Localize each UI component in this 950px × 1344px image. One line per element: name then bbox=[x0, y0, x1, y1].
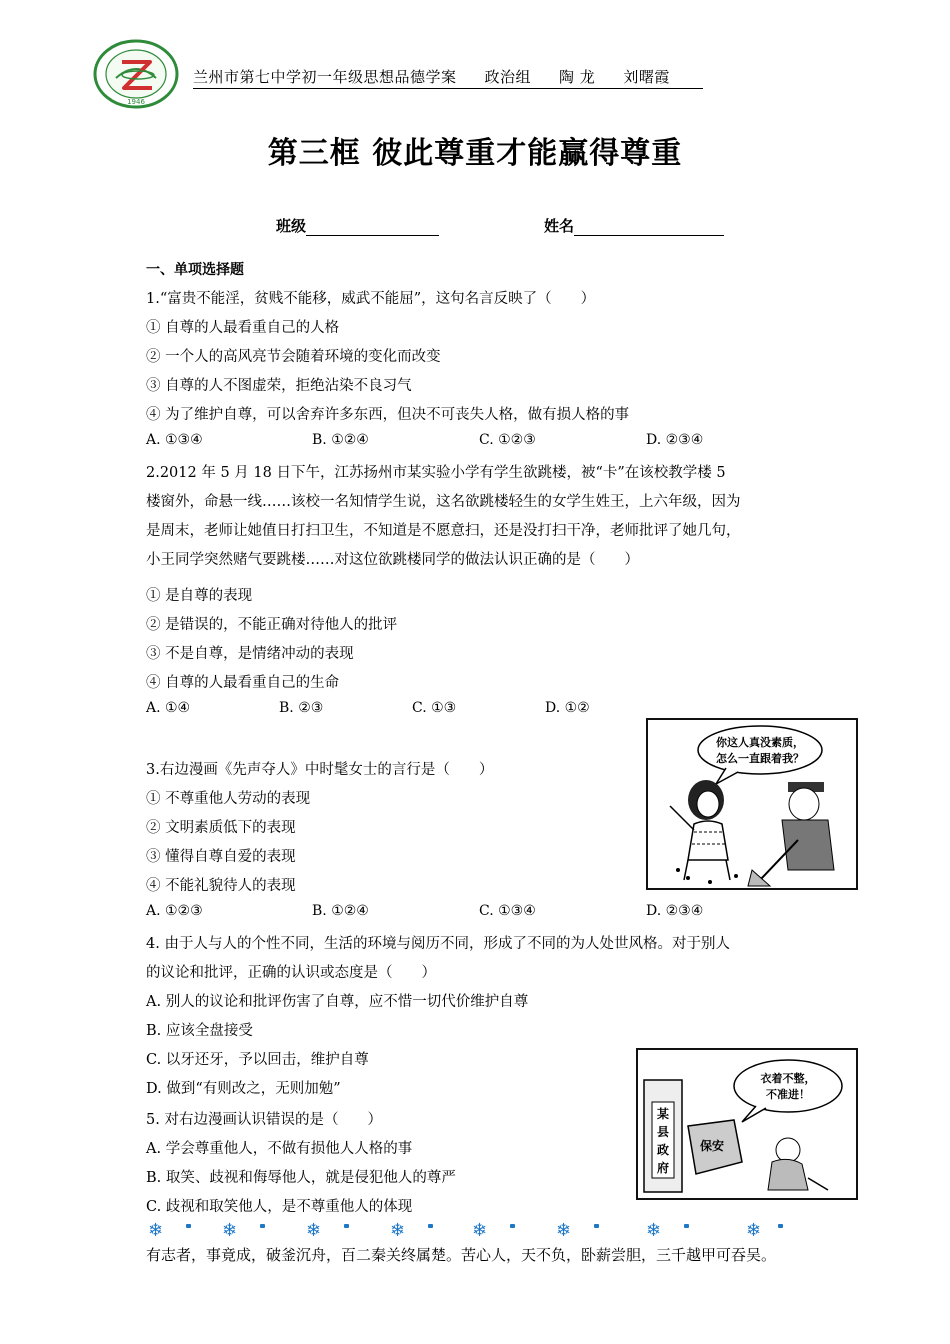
name-field bbox=[544, 215, 724, 236]
dot-icon bbox=[778, 1224, 783, 1228]
q1-option-b[interactable]: B. ①②④ bbox=[312, 432, 369, 448]
q5-option-b[interactable]: B. 取笑、歧视和侮辱他人，就是侵犯他人的尊严 bbox=[146, 1170, 456, 1186]
snowflake-icon: ❄ bbox=[646, 1220, 662, 1241]
q5-option-a[interactable]: A. 学会尊重他人，不做有损他人人格的事 bbox=[146, 1141, 413, 1157]
q1-item: ② 一个人的高风亮节会随着环境的变化而改变 bbox=[146, 349, 441, 365]
name-blank[interactable] bbox=[574, 221, 724, 236]
q2-option-c[interactable]: C. ①③ bbox=[412, 700, 457, 716]
q2-option-a[interactable]: A. ①④ bbox=[146, 700, 191, 716]
cartoon2-bubble-line2: 不准进！ bbox=[766, 1088, 810, 1101]
class-label: 班级 bbox=[276, 217, 307, 235]
q2-stem: 楼窗外，命悬一线……该校一名知情学生说，这名欲跳楼轻生的女学生姓王，上六年级，因为 bbox=[146, 494, 741, 510]
cartoon-image-2 bbox=[636, 1048, 858, 1200]
q4-option-b[interactable]: B. 应该全盘接受 bbox=[146, 1023, 253, 1039]
q2-stem: 小王同学突然赌气要跳楼……对这位欲跳楼同学的做法认识正确的是（ ） bbox=[146, 552, 639, 568]
dot-icon bbox=[428, 1224, 433, 1228]
q2-item: ② 是错误的，不能正确对待他人的批评 bbox=[146, 617, 398, 633]
header-school: 兰州市第七中学初一年级思想品德学案 bbox=[193, 68, 457, 86]
q1-item: ① 自尊的人最看重自己的人格 bbox=[146, 320, 340, 336]
dot-icon bbox=[260, 1224, 265, 1228]
footer-quote: 有志者，事竟成，破釜沉舟，百二秦关终属楚。苦心人，天不负，卧薪尝胆，三千越甲可吞吴。 bbox=[146, 1246, 777, 1264]
header-teacher-2: 刘曙霞 bbox=[623, 68, 670, 86]
dot-icon bbox=[510, 1224, 515, 1228]
snowflake-icon: ❄ bbox=[222, 1220, 238, 1241]
q2-item: ① 是自尊的表现 bbox=[146, 588, 253, 604]
q3-item: ① 不尊重他人劳动的表现 bbox=[146, 791, 311, 807]
cartoon2-guard-label: 保安 bbox=[699, 1139, 725, 1153]
q4-stem: 的议论和批评，正确的认识或态度是（ ） bbox=[146, 965, 436, 981]
logo-year: 1946 bbox=[127, 98, 145, 106]
class-blank[interactable] bbox=[306, 221, 439, 236]
q2-option-d[interactable]: D. ①② bbox=[545, 700, 590, 716]
cartoon1-bubble-line1: 你这人真没素质， bbox=[716, 736, 804, 749]
cartoon2-sign-1: 某 bbox=[656, 1107, 670, 1121]
q4-stem: 4. 由于人与人的个性不同，生活的环境与阅历不同，形成了不同的为人处世风格。对于别人 bbox=[146, 936, 730, 952]
q4-option-a[interactable]: A. 别人的议论和批评伤害了自尊，应不惜一切代价维护自尊 bbox=[146, 994, 529, 1010]
snowflake-icon: ❄ bbox=[556, 1220, 572, 1241]
dot-icon bbox=[594, 1224, 599, 1228]
q1-item: ④ 为了维护自尊，可以舍弃许多东西，但决不可丧失人格，做有损人格的事 bbox=[146, 407, 630, 423]
q2-stem: 2.2012 年 5 月 18 日下午，江苏扬州市某实验小学有学生欲跳楼，被“卡”在该校教学楼 5 bbox=[146, 465, 726, 481]
q2-stem: 是周末，老师让她值日打扫卫生，不知道是不愿意扫，还是没打扫干净，老师批评了她几句， bbox=[146, 523, 741, 539]
snowflake-icon: ❄ bbox=[306, 1220, 322, 1241]
snowflake-icon: ❄ bbox=[148, 1220, 164, 1241]
q3-item: ② 文明素质低下的表现 bbox=[146, 820, 296, 836]
q3-stem: 3.右边漫画《先声夺人》中时髦女士的言行是（ ） bbox=[146, 762, 494, 778]
q3-option-a[interactable]: A. ①②③ bbox=[146, 903, 203, 919]
q2-item: ③ 不是自尊，是情绪冲动的表现 bbox=[146, 646, 354, 662]
q3-option-d[interactable]: D. ②③④ bbox=[646, 903, 704, 919]
q4-option-c[interactable]: C. 以牙还牙，予以回击，维护自尊 bbox=[146, 1052, 369, 1068]
snowflake-icon: ❄ bbox=[390, 1220, 406, 1241]
q1-option-c[interactable]: C. ①②③ bbox=[479, 432, 536, 448]
cartoon1-bubble-line2: 怎么一直跟着我？ bbox=[716, 752, 804, 765]
cartoon-image-1 bbox=[646, 718, 858, 890]
q3-option-c[interactable]: C. ①③④ bbox=[479, 903, 536, 919]
page-title: 第三框 彼此尊重才能赢得尊重 bbox=[267, 136, 683, 171]
cartoon2-sign-3: 政 bbox=[656, 1143, 670, 1157]
q4-option-d[interactable]: D. 做到“有则改之，无则加勉” bbox=[146, 1081, 341, 1097]
dot-icon bbox=[344, 1224, 349, 1228]
cartoon2-sign-2: 县 bbox=[656, 1125, 670, 1139]
q1-option-a[interactable]: A. ①③④ bbox=[146, 432, 203, 448]
dot-icon bbox=[186, 1224, 191, 1228]
q2-option-b[interactable]: B. ②③ bbox=[279, 700, 324, 716]
q1-option-d[interactable]: D. ②③④ bbox=[646, 432, 704, 448]
q3-item: ④ 不能礼貌待人的表现 bbox=[146, 878, 296, 894]
dot-icon bbox=[684, 1224, 689, 1228]
q1-stem: 1.“富贵不能淫，贫贱不能移，威武不能屈”，这句名言反映了（ ） bbox=[146, 291, 596, 307]
section-heading: 一、单项选择题 bbox=[146, 262, 244, 278]
name-label: 姓名 bbox=[544, 217, 575, 235]
q5-stem: 5. 对右边漫画认识错误的是（ ） bbox=[146, 1112, 382, 1128]
school-logo bbox=[92, 38, 180, 110]
q5-option-c[interactable]: C. 歧视和取笑他人，是不尊重他人的体现 bbox=[146, 1199, 413, 1215]
header-teacher-1: 陶 龙 bbox=[559, 68, 596, 86]
cartoon-drawing-2 bbox=[638, 1050, 856, 1198]
cartoon-drawing-1 bbox=[648, 720, 856, 888]
header-line bbox=[193, 66, 703, 89]
snowflake-divider bbox=[146, 1222, 796, 1240]
snowflake-icon: ❄ bbox=[746, 1220, 762, 1241]
q1-item: ③ 自尊的人不图虚荣，拒绝沾染不良习气 bbox=[146, 378, 412, 394]
q2-item: ④ 自尊的人最看重自己的生命 bbox=[146, 675, 340, 691]
cartoon2-sign-4: 府 bbox=[656, 1161, 670, 1175]
q3-option-b[interactable]: B. ①②④ bbox=[312, 903, 369, 919]
class-field bbox=[276, 215, 439, 236]
cartoon2-bubble-line1: 衣着不整， bbox=[760, 1072, 816, 1085]
header-group: 政治组 bbox=[484, 68, 532, 86]
snowflake-icon: ❄ bbox=[472, 1220, 488, 1241]
q3-item: ③ 懂得自尊自爱的表现 bbox=[146, 849, 296, 865]
